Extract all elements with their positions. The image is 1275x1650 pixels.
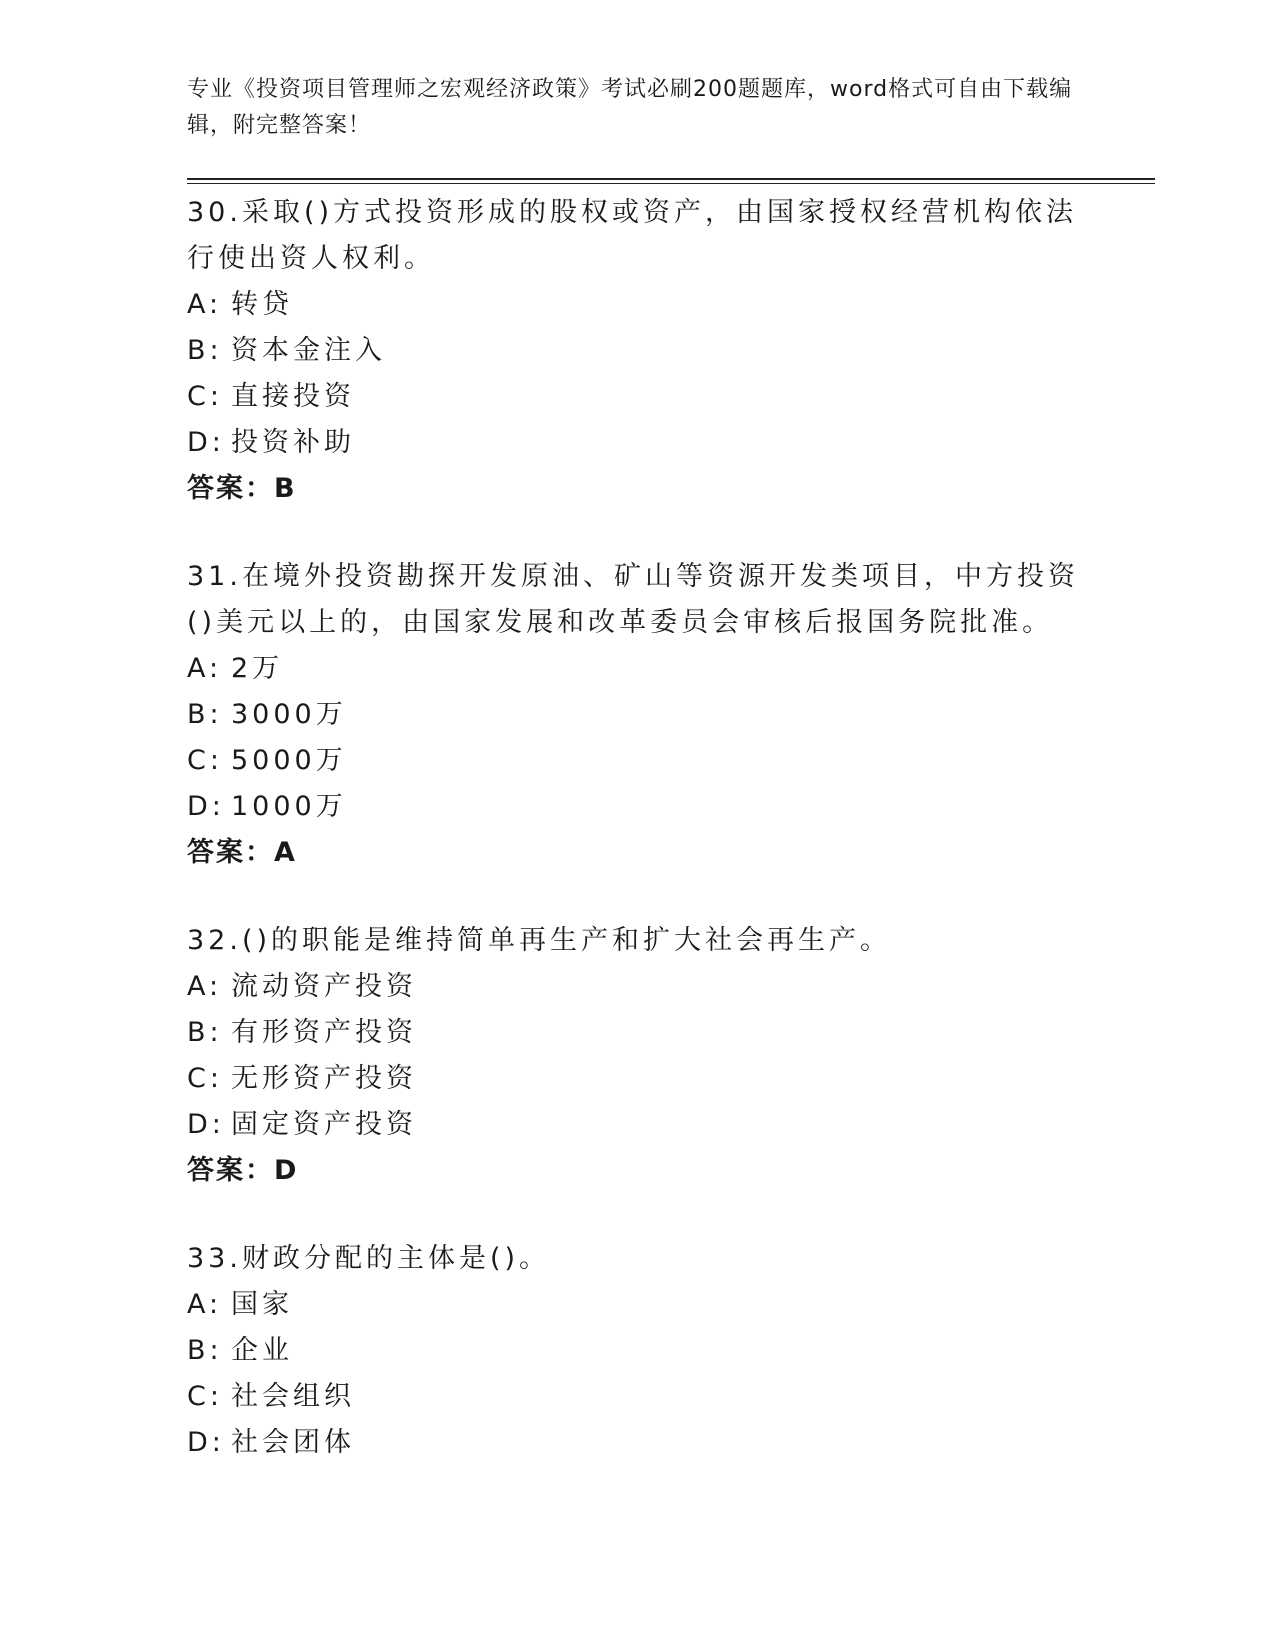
option-c [187,374,1087,420]
option-key: B: [187,1017,223,1048]
option-text: 3000万 [231,699,347,730]
option-key: B: [187,1335,223,1366]
option-text: 流动资产投资 [231,971,417,1002]
option-key: C: [187,381,223,412]
question-33 [187,1236,1087,1466]
option-d [187,420,1087,466]
option-b [187,1010,1087,1056]
answer-line: 答案：D [187,1155,299,1186]
option-c [187,1056,1087,1102]
option-d [187,1102,1087,1148]
option-text: 转贷 [231,289,293,320]
option-text: 投资补助 [231,427,355,458]
option-key: A: [187,1289,223,1320]
option-text: 国家 [231,1289,293,1320]
option-key: A: [187,971,223,1002]
option-text: 社会组织 [231,1381,355,1412]
option-text: 5000万 [231,745,347,776]
option-text: 无形资产投资 [231,1063,417,1094]
option-text: 直接投资 [231,381,355,412]
option-b [187,1328,1087,1374]
option-text: 企业 [231,1335,293,1366]
option-text: 固定资产投资 [231,1109,417,1140]
answer-line: 答案：A [187,837,297,868]
question-list [187,190,1087,1508]
option-b [187,692,1087,738]
option-key: A: [187,653,223,684]
option-key: D: [187,791,225,822]
option-a [187,646,1087,692]
option-key: D: [187,1427,225,1458]
option-text: 有形资产投资 [231,1017,417,1048]
option-key: B: [187,335,223,366]
option-key: B: [187,699,223,730]
option-text: 2万 [231,653,284,684]
option-d [187,1420,1087,1466]
question-text: 33.财政分配的主体是()。 [187,1243,551,1274]
option-c [187,1374,1087,1420]
question-text: 32.()的职能是维持简单再生产和扩大社会再生产。 [187,925,892,956]
option-key: A: [187,289,223,320]
option-text: 社会团体 [231,1427,355,1458]
question-31 [187,554,1087,876]
option-key: D: [187,427,225,458]
option-a [187,282,1087,328]
option-key: C: [187,1063,223,1094]
document-header: 专业《投资项目管理师之宏观经济政策》考试必刷200题题库，word格式可自由下载编辑，附完整答案！ [187,77,1073,138]
option-b [187,328,1087,374]
option-key: D: [187,1109,225,1140]
option-key: C: [187,1381,223,1412]
option-text: 资本金注入 [231,335,386,366]
header-divider [187,178,1155,184]
question-32 [187,918,1087,1194]
question-30 [187,190,1087,512]
option-text: 1000万 [231,791,347,822]
option-d [187,784,1087,830]
option-a [187,964,1087,1010]
question-text: 31.在境外投资勘探开发原油、矿山等资源开发类项目，中方投资()美元以上的，由国家发展和改革委员会审核后报国务院批准。 [187,561,1079,638]
answer-line: 答案：B [187,473,297,504]
option-a [187,1282,1087,1328]
option-c [187,738,1087,784]
question-text: 30.采取()方式投资形成的股权或资产，由国家授权经营机构依法行使出资人权利。 [187,197,1078,274]
option-key: C: [187,745,223,776]
